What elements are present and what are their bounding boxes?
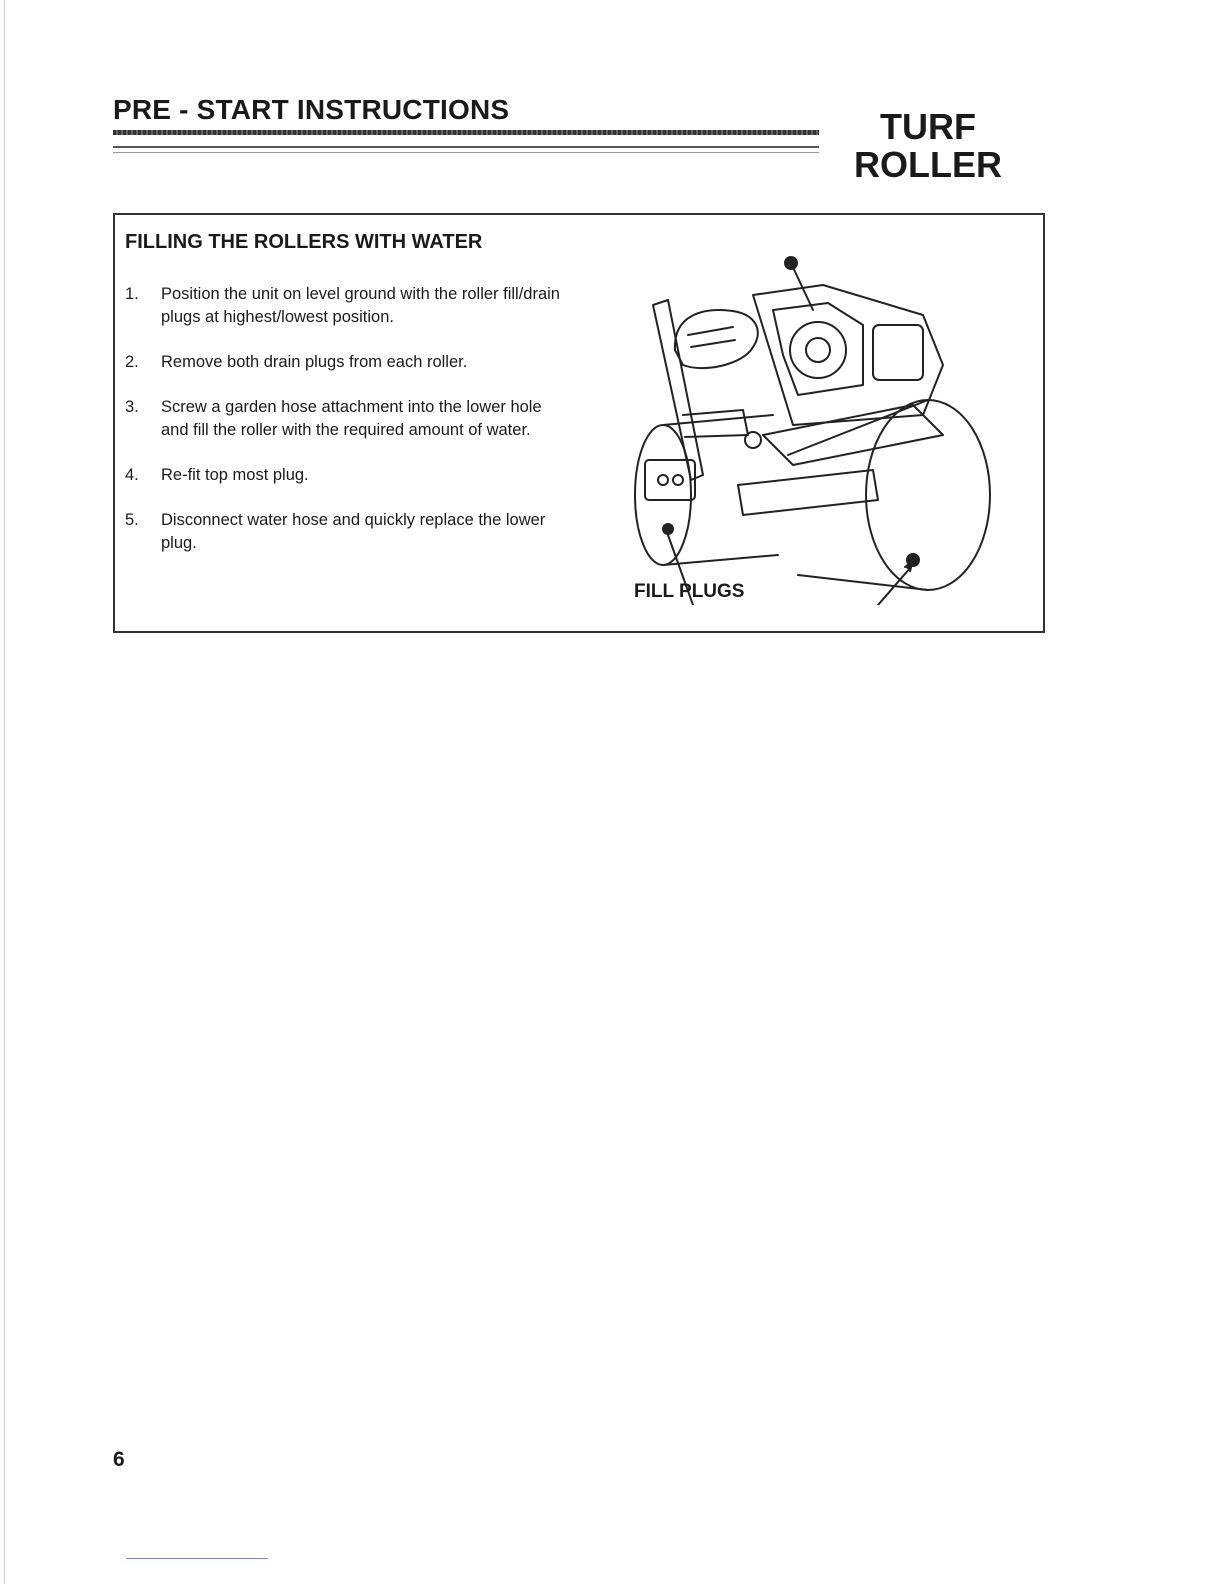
step-1 [125,283,565,329]
product-title-line1: TURF [880,106,976,147]
header-rule-thick [113,130,819,135]
engine-flywheel [790,322,846,378]
right-roller-end [866,400,990,590]
turf-roller-illustration [623,255,1003,605]
label-leader-right [878,567,911,605]
step-text: Screw a garden hose attachment into the lower hole and fill the roller with the required amount of water. [161,398,542,439]
left-plate-bolt [673,475,683,485]
step-5 [125,509,565,555]
instruction-box [113,213,1045,633]
step-number: 1. [125,285,139,303]
step-3 [125,396,565,442]
engine-frame [753,285,943,425]
engine-housing [873,325,923,380]
chassis-front [738,470,878,515]
step-number: 5. [125,511,139,529]
box-heading: FILLING THE ROLLERS WITH WATER [125,231,483,253]
header-rule-thin-secondary [113,152,819,153]
step-number: 3. [125,398,139,416]
throttle-knob [785,257,797,269]
left-fill-plug [663,524,673,534]
bottom-rule [126,1558,268,1559]
product-title [848,108,1008,184]
step-number: 4. [125,466,139,484]
handle-bar [653,300,703,480]
page-number: 6 [113,1448,125,1471]
left-plate-bolt [658,475,668,485]
step-text: Position the unit on level ground with the roller fill/drain plugs at highest/lowest position. [161,285,560,326]
step-4 [125,464,565,487]
section-title: PRE - START INSTRUCTIONS [113,94,510,125]
page-edge [4,0,5,1584]
fill-plugs-label: FILL PLUGS [634,581,745,602]
pivot-bolt [745,432,761,448]
engine-hub [806,338,830,362]
seat [675,310,758,368]
product-title-line2: ROLLER [854,144,1002,185]
header-rule-thin [113,146,819,148]
engine-block [773,303,863,395]
step-text: Disconnect water hose and quickly replace the lower plug. [161,511,546,552]
steps-list [125,283,565,577]
seat-slots [688,327,735,347]
step-2 [125,351,565,374]
step-text: Remove both drain plugs from each roller. [161,353,468,371]
step-number: 2. [125,353,139,371]
step-text: Re-fit top most plug. [161,466,309,484]
